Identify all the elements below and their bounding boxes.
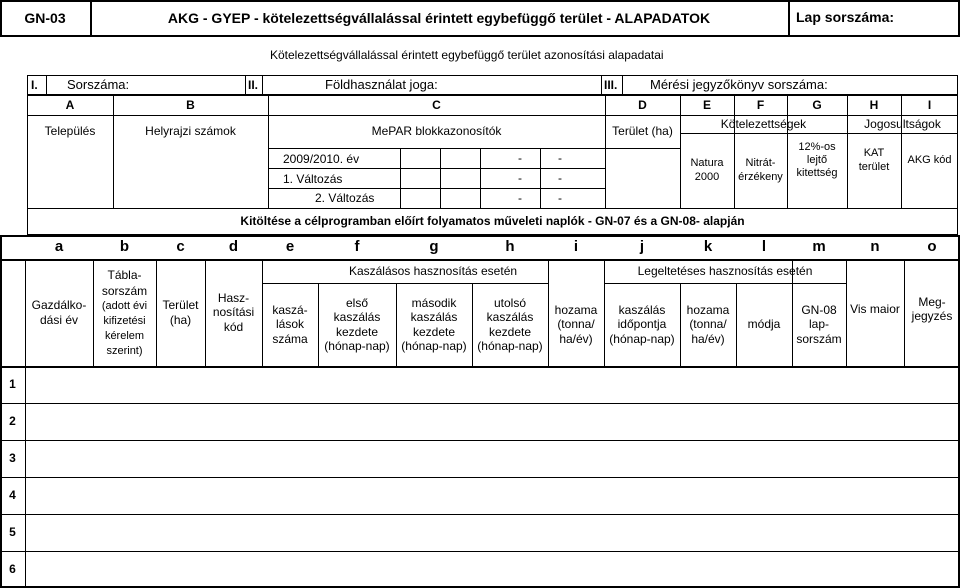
header-line: dási év xyxy=(39,312,79,327)
row-number: 3 xyxy=(9,451,16,466)
header-line: (ha) xyxy=(169,312,192,327)
header-grazing-yield xyxy=(680,283,736,366)
header-line: (hónap-nap) xyxy=(324,338,390,353)
header-kat-line: terület xyxy=(858,160,890,173)
change-row-dash: - xyxy=(518,170,522,185)
header-line: sorszám xyxy=(101,283,148,298)
header-line: ha/év) xyxy=(559,331,593,346)
data-entry-row-2[interactable] xyxy=(26,404,958,440)
divider xyxy=(262,75,263,95)
data-entry-row-3[interactable] xyxy=(26,441,958,477)
header-natura-line: Natura xyxy=(690,157,724,170)
col-letter-b: B xyxy=(186,97,195,112)
header-obligations: Kötelezettségek xyxy=(720,116,807,131)
header-line: kifizetési xyxy=(103,314,146,327)
header-line: kezdete xyxy=(488,324,532,339)
header-remarks xyxy=(904,259,960,359)
header-area: Terület (ha) xyxy=(612,124,673,139)
header-line: szerint) xyxy=(106,344,143,357)
row-number: 4 xyxy=(9,488,16,503)
header-plot-number xyxy=(93,259,156,366)
header-line: nosítási xyxy=(212,305,255,320)
header-line: hozama xyxy=(686,302,730,317)
header-nitrate-line: érzékeny xyxy=(738,170,783,183)
header-line: GN-08 xyxy=(801,302,837,317)
col-letter-k: k xyxy=(703,238,713,255)
col-letter-o: o xyxy=(927,238,937,255)
header-slope-line: lejtő xyxy=(806,153,828,166)
col-letter-a: A xyxy=(65,97,75,112)
col-letter-i: i xyxy=(573,238,579,255)
header-first-mowing xyxy=(318,283,396,366)
row-number: 2 xyxy=(9,414,16,429)
change-row-dash: - xyxy=(558,190,562,205)
form-code: GN-03 xyxy=(24,10,66,27)
page-number-label: Lap sorszáma: xyxy=(796,9,895,25)
col-letter-a: a xyxy=(54,238,64,255)
header-line: kezdete xyxy=(412,324,456,339)
header-line: kaszálás xyxy=(333,310,381,325)
header-line: második xyxy=(411,295,457,310)
header-line: kód xyxy=(223,319,244,334)
header-line: Terület xyxy=(162,298,199,313)
header-kat-area xyxy=(847,133,901,188)
change-row-label: 2. Változás xyxy=(315,191,375,205)
header-line: száma xyxy=(272,331,308,346)
divider xyxy=(46,75,47,95)
header-mepar-block-ids: MePAR blokkazonosítók xyxy=(371,124,502,139)
col-letter-h: h xyxy=(505,238,515,255)
col-letter-f: F xyxy=(756,97,765,112)
header-farming-year xyxy=(25,259,93,366)
col-letter-f: f xyxy=(354,238,360,255)
header-nitrate-sensitive xyxy=(734,133,787,208)
col-letter-i: I xyxy=(927,97,932,112)
serial-number-label: Sorszáma: xyxy=(67,77,130,92)
col-letter-m: m xyxy=(812,238,826,255)
header-entitlements: Jogosultságok xyxy=(864,116,941,131)
data-entry-row-4[interactable] xyxy=(26,478,958,514)
header-line: kaszá- xyxy=(272,302,308,317)
header-line: Meg- xyxy=(918,294,946,309)
header-parcel-numbers: Helyrajzi számok xyxy=(145,124,236,139)
header-line: (tonna/ xyxy=(557,317,595,332)
col-letter-g: G xyxy=(812,97,822,112)
divider xyxy=(622,75,623,95)
header-mowing-group: Kaszálásos hasznosítás esetén xyxy=(348,263,518,278)
col-letter-b: b xyxy=(119,238,130,255)
header-method: módja xyxy=(747,317,781,332)
header-nitrate-line: Nitrát- xyxy=(745,157,776,170)
header-line: sorszám xyxy=(796,331,842,346)
data-entry-row-6[interactable] xyxy=(26,552,958,586)
change-row-dash: - xyxy=(518,190,522,205)
section-1-number: I. xyxy=(31,78,38,92)
col-letter-l: l xyxy=(761,238,767,255)
section-subtitle: Kötelezettségvállalással érintett egybefüggő terület azonosítási alapadatai xyxy=(270,48,664,62)
col-letter-e: e xyxy=(285,238,295,255)
header-mowing-count xyxy=(262,283,318,366)
header-natura-2000 xyxy=(680,133,734,208)
header-line: (hónap-nap) xyxy=(609,331,675,346)
header-line: kaszálás xyxy=(410,310,458,325)
header-line: Gazdálko- xyxy=(31,298,87,313)
header-gn08-sheet xyxy=(792,283,846,366)
header-line: kaszálás xyxy=(486,310,534,325)
header-line: lások xyxy=(275,317,304,332)
header-line: kérelem xyxy=(104,329,145,342)
col-letter-g: g xyxy=(429,238,439,255)
col-letter-d: d xyxy=(228,238,239,255)
header-line: (tonna/ xyxy=(689,317,727,332)
header-line: hozama xyxy=(554,302,598,317)
header-line: lap- xyxy=(808,317,829,332)
change-row-dash: - xyxy=(558,150,562,165)
col-letter-n: n xyxy=(870,238,880,255)
change-row-label: 1. Változás xyxy=(283,172,343,186)
header-line: (hónap-nap) xyxy=(477,338,543,353)
header-last-mowing xyxy=(472,283,548,366)
header-slope-exposure xyxy=(787,133,847,188)
section-3-number: III. xyxy=(604,78,618,92)
header-slope-line: 12%-os xyxy=(798,140,836,153)
header-line: Hasz- xyxy=(217,290,250,305)
row-number: 1 xyxy=(9,377,16,392)
form-title: AKG - GYEP - kötelezettségvállalással érintett egybefüggő terület - ALAPADATOK xyxy=(167,10,711,27)
header-use-code xyxy=(205,259,262,366)
divider xyxy=(601,75,602,95)
divider xyxy=(268,148,680,149)
header-grazing-group: Legeltetéses hasznosítás esetén xyxy=(637,263,813,278)
header-line: (hónap-nap) xyxy=(401,338,467,353)
header-slope-line: kitettség xyxy=(796,167,838,180)
land-use-right-label: Földhasználat joga: xyxy=(325,77,438,92)
col-letter-c: c xyxy=(176,238,185,255)
header-second-mowing xyxy=(396,283,472,366)
header-line: kaszálás xyxy=(618,302,666,317)
header-akg-code: AKG kód xyxy=(907,153,952,166)
col-letter-h: H xyxy=(869,97,879,112)
data-entry-row-5[interactable] xyxy=(26,515,958,551)
divider xyxy=(245,75,246,95)
header-mowing-date xyxy=(604,283,680,366)
instruction-text: Kitöltése a célprogramban előírt folyamatos műveleti naplók - GN-07 és a GN-08- alapján xyxy=(240,214,745,229)
header-line: Tábla- xyxy=(107,267,142,282)
divider xyxy=(400,148,401,208)
header-line: időpontja xyxy=(617,317,667,332)
header-area-ha xyxy=(156,259,205,366)
divider xyxy=(440,148,441,208)
row-number: 5 xyxy=(9,525,16,540)
change-row-dash: - xyxy=(518,150,522,165)
divider xyxy=(788,0,790,37)
header-line: (adott évi xyxy=(101,300,148,312)
change-row-dash: - xyxy=(558,170,562,185)
row-number: 6 xyxy=(9,562,16,577)
col-letter-d: D xyxy=(638,97,647,112)
header-line: jegyzés xyxy=(911,309,953,323)
header-settlement: Település xyxy=(44,124,96,139)
header-line: ha/év) xyxy=(691,331,725,346)
section-2-number: II. xyxy=(248,78,259,92)
header-kat-line: KAT xyxy=(863,147,885,160)
header-line: első xyxy=(345,295,368,310)
col-letter-j: j xyxy=(639,238,645,255)
header-line: utolsó xyxy=(493,295,527,310)
col-letter-e: E xyxy=(702,97,711,112)
header-mowing-yield xyxy=(548,283,604,366)
header-line: kezdete xyxy=(335,324,379,339)
header-vis-maior: Vis maior xyxy=(850,301,900,316)
header-natura-line: 2000 xyxy=(694,170,720,183)
change-row-label: 2009/2010. év xyxy=(283,152,360,166)
data-entry-row-1[interactable] xyxy=(26,367,958,403)
col-letter-c: C xyxy=(432,97,441,112)
measurement-record-label: Mérési jegyzőkönyv sorszáma: xyxy=(650,77,828,92)
